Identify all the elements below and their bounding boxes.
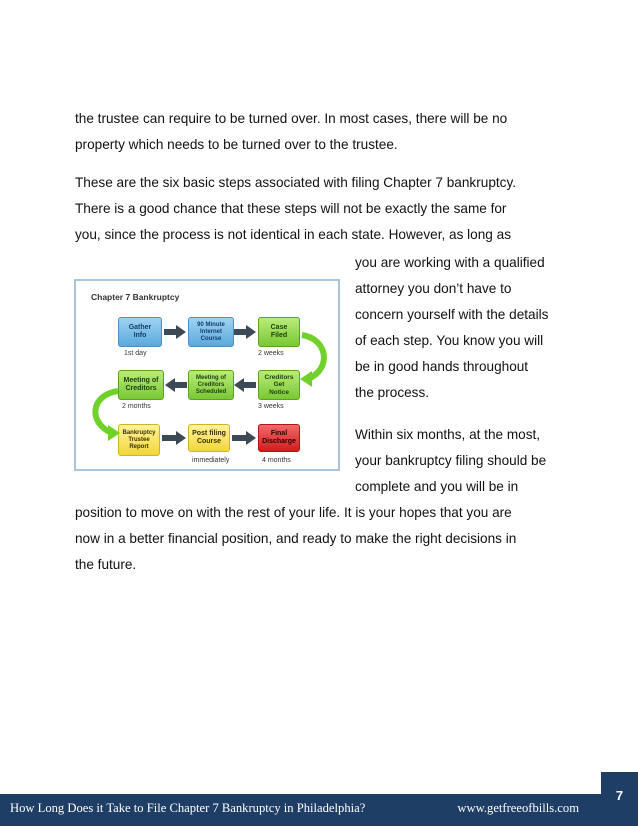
- label-2-weeks: 2 weeks: [258, 350, 284, 357]
- meeting-scheduled-box: Meeting of Creditors Scheduled: [188, 370, 234, 400]
- creditors-notice-box: Creditors Get Notice: [258, 370, 300, 400]
- right-line-2: attorney you don’t have to: [355, 281, 512, 296]
- label-4-months: 4 months: [262, 457, 291, 464]
- curved-arrow-icon: [298, 329, 334, 389]
- right-line-7: Within six months, at the most,: [355, 427, 541, 442]
- right-line-5: be in good hands throughout: [355, 359, 529, 374]
- arrow-right-icon: [232, 431, 256, 445]
- right-line-1: you are working with a qualified: [355, 255, 545, 270]
- body-line-2: property which needs to be turned over to the trustee.: [75, 137, 398, 152]
- arrow-left-icon: [165, 378, 187, 392]
- body-line-4: There is a good chance that these steps will not be exactly the same for: [75, 201, 507, 216]
- after-line-3: the future.: [75, 557, 137, 572]
- right-line-8: your bankruptcy filing should be: [355, 453, 547, 468]
- after-line-1: position to move on with the rest of your life. It is your hopes that you are: [75, 505, 512, 520]
- body-line-1: the trustee can require to be turned over. In most cases, there will be no: [75, 111, 508, 126]
- arrow-right-icon: [164, 325, 186, 339]
- meeting-of-creditors-box: Meeting of Creditors: [118, 370, 164, 400]
- internet-course-box: 90 Minute Internet Course: [188, 317, 234, 347]
- footer-website: www.getfreeofbills.com: [457, 801, 579, 815]
- label-1st-day: 1st day: [124, 350, 147, 357]
- arrow-right-icon: [234, 325, 256, 339]
- label-3-weeks: 3 weeks: [258, 403, 284, 410]
- chapter7-flowchart: [74, 279, 340, 471]
- final-discharge-box: Final Discharge: [258, 424, 300, 452]
- after-line-2: now in a better financial position, and ready to make the right decisions in: [75, 531, 517, 546]
- right-line-4: of each step. You know you will: [355, 333, 544, 348]
- case-filed-box: Case Filed: [258, 317, 300, 347]
- body-line-5: you, since the process is not identical in each state. However, as long as: [75, 227, 511, 242]
- right-line-3: concern yourself with the details: [355, 307, 549, 322]
- right-line-6: the process.: [355, 385, 430, 400]
- arrow-right-icon: [162, 431, 186, 445]
- post-filing-course-box: Post filing Course: [188, 424, 230, 452]
- trustee-report-box: Bankruptcy Trustee Report: [118, 424, 160, 456]
- footer-title: How Long Does it Take to File Chapter 7 Bankruptcy in Philadelphia?: [10, 801, 366, 815]
- label-2-months: 2 months: [122, 403, 151, 410]
- page-footer: [0, 794, 638, 826]
- label-immediately: immediately: [192, 457, 230, 464]
- gather-info-box: Gather Info: [118, 317, 162, 347]
- page-number: 7: [601, 772, 638, 826]
- body-line-3: These are the six basic steps associated with filing Chapter 7 bankruptcy.: [75, 175, 517, 190]
- arrow-left-icon: [234, 378, 256, 392]
- curved-arrow-icon: [86, 387, 122, 443]
- flowchart-title: Chapter 7 Bankruptcy: [91, 292, 180, 302]
- right-line-9: complete and you will be in: [355, 479, 519, 494]
